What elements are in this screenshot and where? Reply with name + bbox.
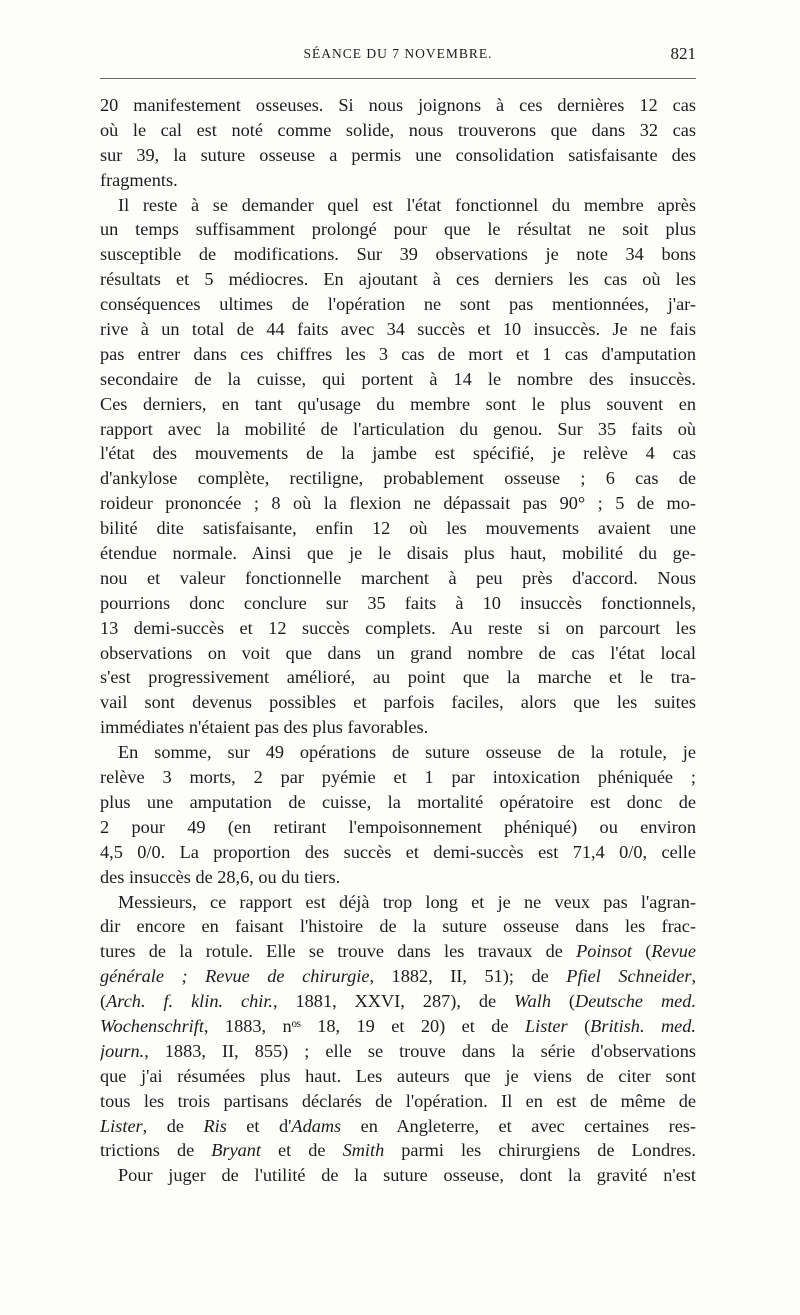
body-text	[100, 93, 696, 1188]
text-line: sur 39, la suture osseuse a permis une consolidation satisfaisante des	[100, 144, 696, 165]
text-line: résultats et 5 médiocres. En ajoutant à ces derniers les cas où les	[100, 269, 696, 290]
italic-reference: Lister	[100, 1115, 143, 1136]
italic-reference: British. med.	[590, 1015, 696, 1036]
text-line: journ., 1883, II, 855) ; elle se trouve dans la série d'observations	[100, 1040, 696, 1061]
text-line: bilité dite satisfaisante, enfin 12 où les mouvements avaient une	[100, 518, 696, 539]
italic-reference: Walh	[514, 991, 551, 1012]
text-line: nou et valeur fonctionnelle marchent à peu près d'accord. Nous	[100, 567, 696, 588]
text-line: observations on voit que dans un grand nombre de cas l'état local	[100, 642, 696, 663]
text-line: 4,5 0/0. La proportion des succès et demi-succès est 71,4 0/0, celle	[100, 841, 696, 862]
italic-reference: Ris	[203, 1115, 227, 1136]
text-line: Pour juger de l'utilité de la suture osseuse, dont la gravité n'est	[118, 1165, 696, 1186]
italic-reference: Deutsche med.	[575, 991, 696, 1012]
page-number: 821	[670, 44, 696, 63]
italic-reference: Adams	[291, 1115, 342, 1136]
italic-reference: Bryant	[211, 1140, 262, 1161]
italic-reference: journ.	[100, 1040, 145, 1061]
text-line: tures de la rotule. Elle se trouve dans les travaux de Poinsot (Revue	[100, 941, 696, 962]
text-line: 13 demi-succès et 12 succès complets. Au reste si on parcourt les	[100, 617, 696, 638]
italic-reference: Arch. f. klin. chir.	[106, 991, 273, 1012]
text-line: dir encore en faisant l'histoire de la suture osseuse dans les frac-	[100, 916, 696, 937]
italic-reference: générale ; Revue de chirurgie	[100, 966, 370, 987]
text-line: pourrions donc conclure sur 35 faits à 10 insuccès fonctionnels,	[100, 592, 696, 613]
italic-reference: Wochenschrift	[100, 1015, 204, 1036]
text-line: rapport avec la mobilité de l'articulation du genou. Sur 35 faits où	[100, 418, 696, 439]
text-line: des insuccès de 28,6, ou du tiers.	[100, 866, 341, 887]
text-line: rive à un total de 44 faits avec 34 succès et 10 insuccès. Je ne fais	[100, 319, 696, 340]
text-line: plus une amputation de cuisse, la mortalité opératoire est donc de	[100, 791, 696, 812]
text-line: Messieurs, ce rapport est déjà trop long et je ne veux pas l'agran-	[118, 891, 696, 912]
text-line: immédiates n'étaient pas des plus favorables.	[100, 717, 429, 738]
text-line: Wochenschrift, 1883, nᵒˢ 18, 19 et 20) et de Lister (British. med.	[100, 1015, 696, 1036]
text-line: fragments.	[100, 169, 178, 190]
italic-reference: Smith	[342, 1140, 385, 1161]
text-line: Lister, de Ris et d'Adams en Angleterre, et avec certaines res-	[100, 1115, 696, 1136]
italic-reference: Revue	[651, 941, 696, 962]
text-line: où le cal est noté comme solide, nous trouverons que dans 32 cas	[100, 119, 696, 140]
text-line: d'ankylose complète, rectiligne, probablement osseuse ; 6 cas de	[100, 468, 696, 489]
italic-reference: Lister	[524, 1015, 568, 1036]
text-line: En somme, sur 49 opérations de suture osseuse de la rotule, je	[118, 742, 696, 763]
text-line: générale ; Revue de chirurgie, 1882, II, 51); de Pfiel Schneider,	[100, 966, 696, 987]
text-line: 2 pour 49 (en retirant l'empoisonnement phéniqué) ou environ	[100, 816, 696, 837]
text-line: Il reste à se demander quel est l'état fonctionnel du membre après	[118, 194, 696, 215]
text-line: un temps suffisamment prolongé pour que le résultat ne soit plus	[100, 219, 696, 240]
page-header	[100, 46, 696, 72]
text-line: que j'ai résumées plus haut. Les auteurs que je viens de citer sont	[100, 1065, 696, 1086]
text-line: conséquences ultimes de l'opération ne sont pas mentionnées, j'ar-	[100, 294, 696, 315]
text-line: (Arch. f. klin. chir., 1881, XXVI, 287), de Walh (Deutsche med.	[100, 991, 696, 1012]
text-line: pas entrer dans ces chiffres les 3 cas de mort et 1 cas d'amputation	[100, 343, 696, 364]
text-line: roideur prononcée ; 8 où la flexion ne dépassait pas 90° ; 5 de mo-	[100, 493, 696, 514]
italic-reference: Pfiel Schneider	[566, 966, 692, 987]
text-line: étendue normale. Ainsi que je le disais plus haut, mobilité du ge-	[100, 543, 696, 564]
text-line: tous les trois partisans déclarés de l'opération. Il en est de même de	[100, 1090, 696, 1111]
text-line: vail sont devenus possibles et parfois faciles, alors que les suites	[100, 692, 696, 713]
text-line: l'état des mouvements de la jambe est spécifié, je relève 4 cas	[100, 443, 696, 464]
text-line: susceptible de modifications. Sur 39 observations je note 34 bons	[100, 244, 696, 265]
header-rule	[100, 78, 696, 79]
running-head: SÉANCE DU 7 NOVEMBRE.	[303, 46, 493, 61]
text-line: 20 manifestement osseuses. Si nous joignons à ces dernières 12 cas	[100, 95, 696, 115]
text-line: Ces derniers, en tant qu'usage du membre sont le plus souvent en	[100, 393, 696, 414]
text-line: trictions de Bryant et de Smith parmi les chirurgiens de Londres.	[100, 1140, 696, 1161]
text-line: s'est progressivement amélioré, au point que la marche et le tra-	[100, 667, 696, 688]
italic-reference: Poinsot	[576, 941, 632, 962]
text-line: relève 3 morts, 2 par pyémie et 1 par intoxication phéniquée ;	[100, 767, 696, 788]
text-line: secondaire de la cuisse, qui portent à 14 le nombre des insuccès.	[100, 368, 696, 389]
